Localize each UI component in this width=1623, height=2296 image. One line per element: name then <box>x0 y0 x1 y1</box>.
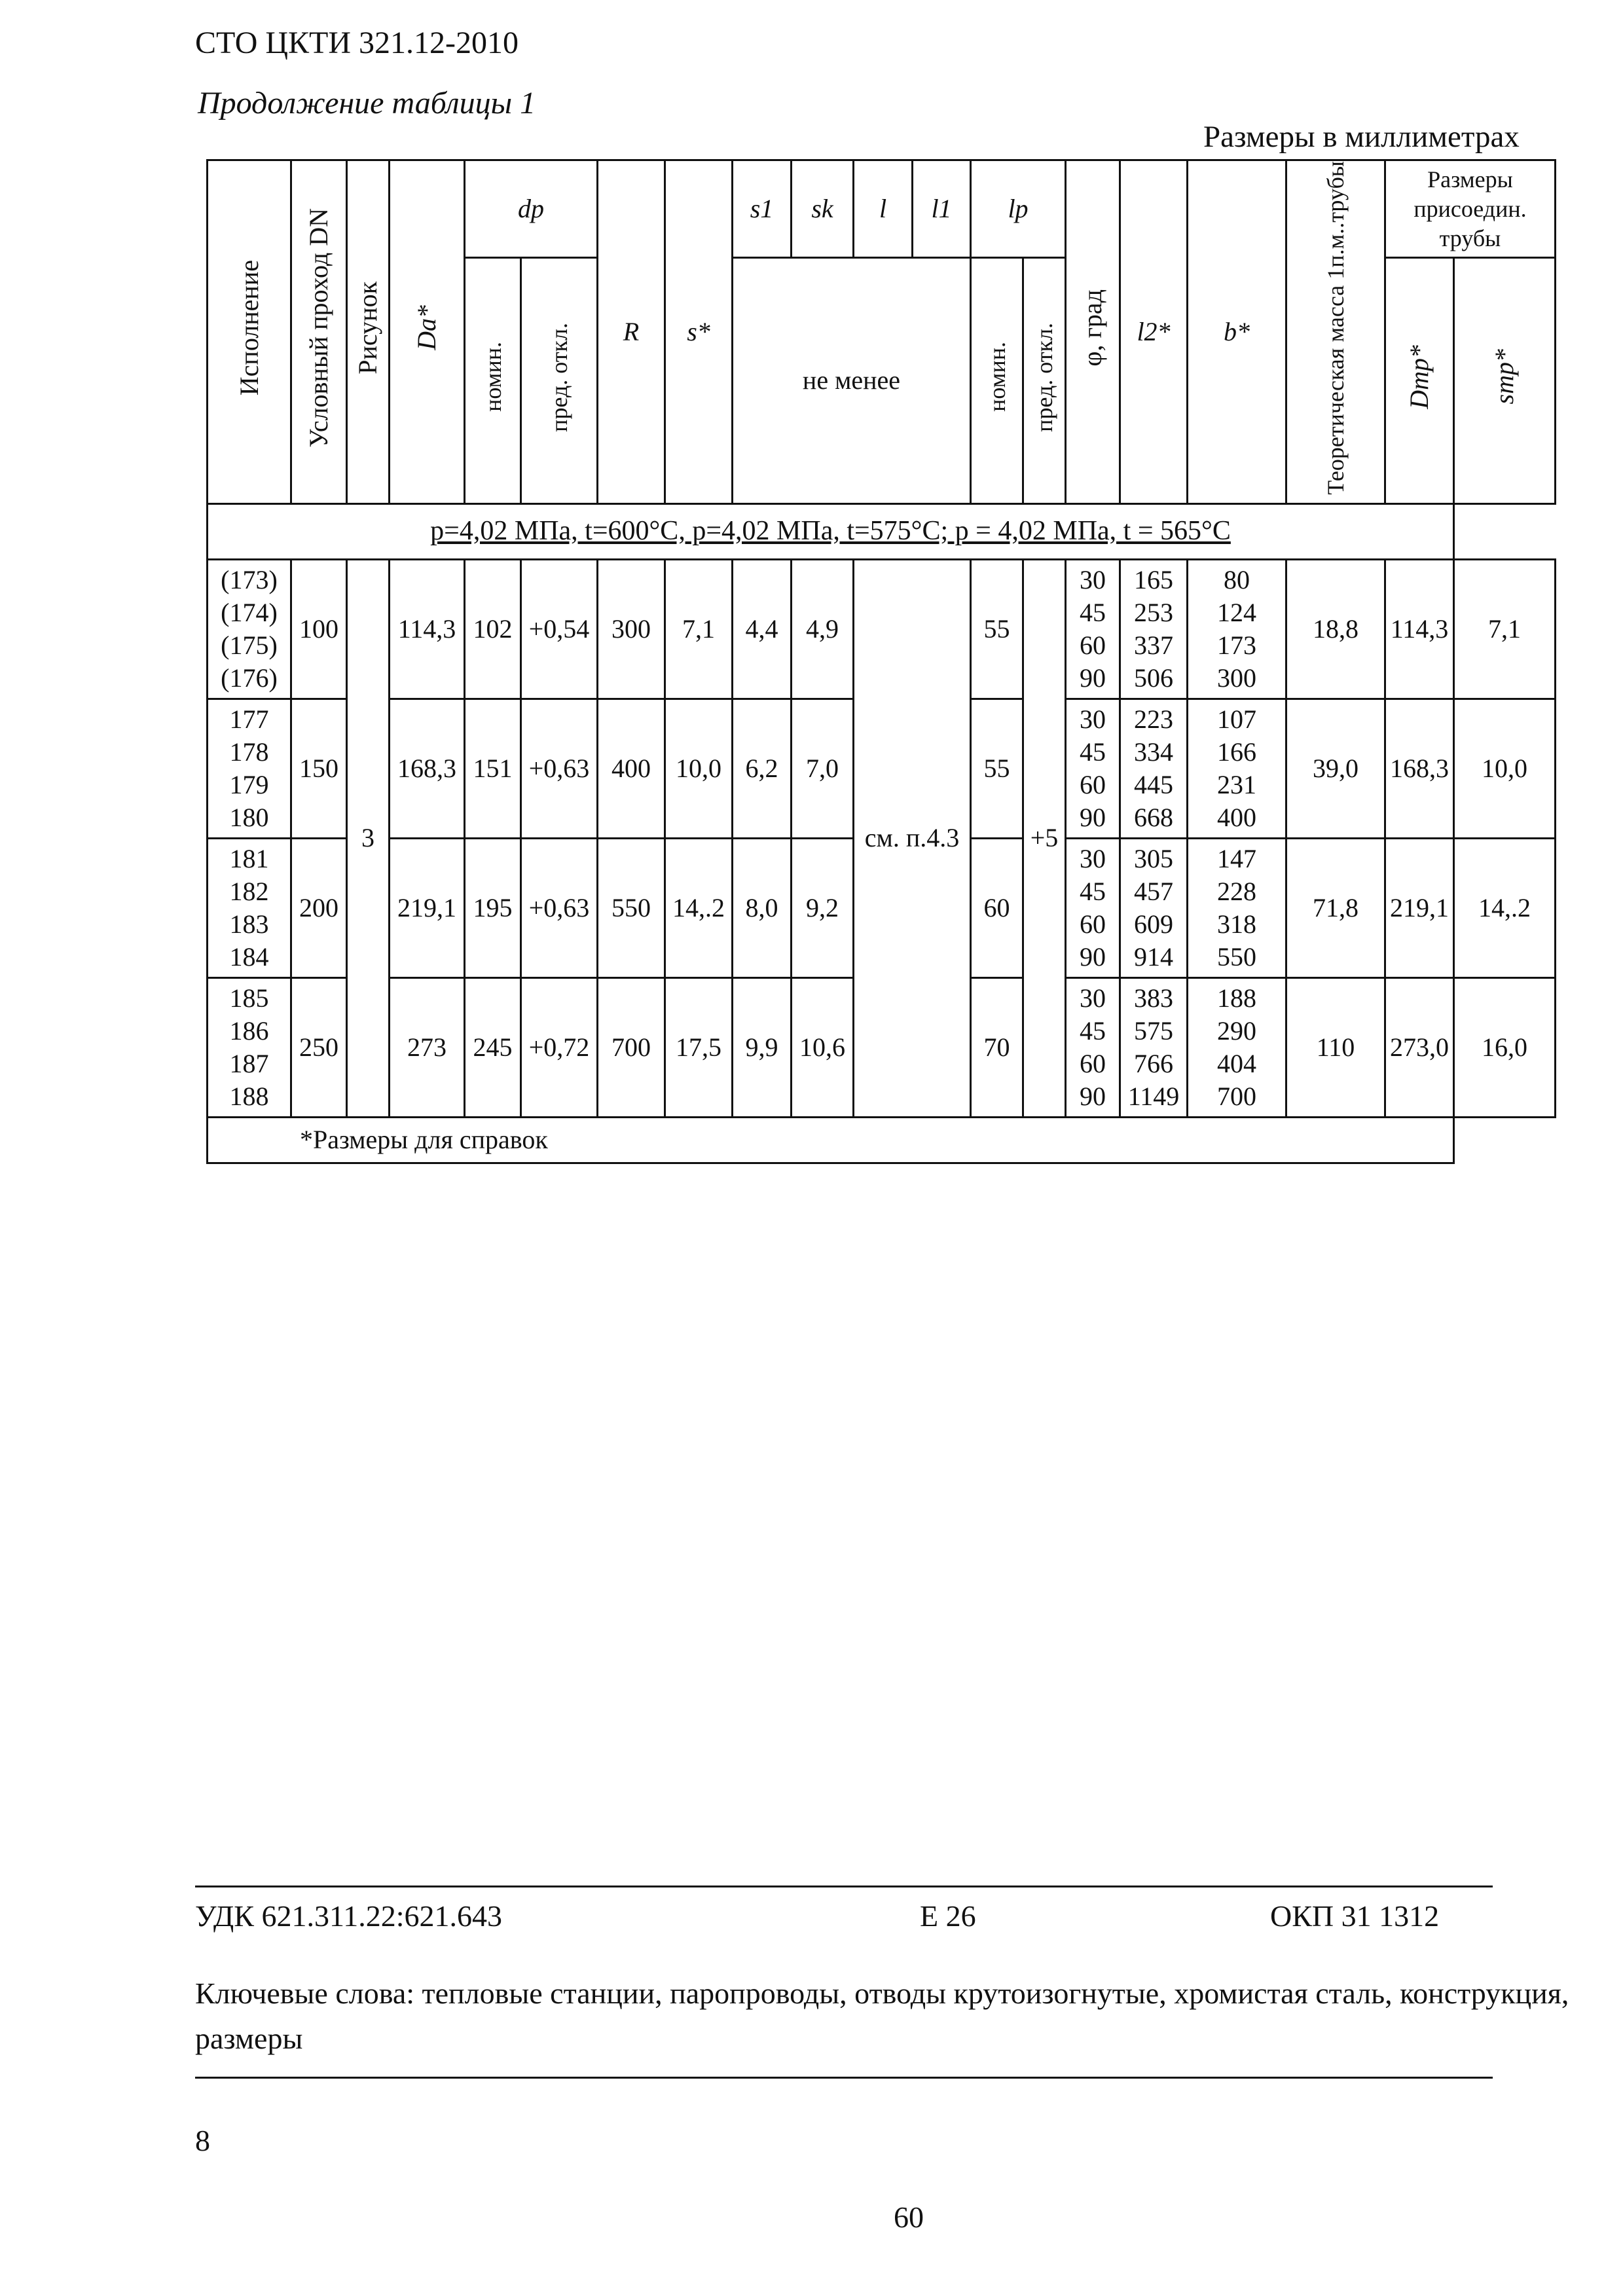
phi-cell: 30 45 60 90 <box>1066 838 1120 977</box>
footer-top-rule <box>195 1886 1493 1887</box>
header-ne-menee: не менее <box>733 258 971 504</box>
header-s1: s1 <box>733 160 792 258</box>
header-l2: l2* <box>1120 160 1188 504</box>
footer-bottom-rule <box>195 2077 1493 2079</box>
header-dp-otkl: пред. откл. <box>521 258 598 504</box>
s-cell: 7,1 <box>665 559 733 699</box>
lp-nom-cell: 55 <box>971 699 1023 838</box>
da-cell: 273 <box>390 977 465 1117</box>
header-lp-nom: номин. <box>971 258 1023 504</box>
da-cell: 219,1 <box>390 838 465 977</box>
variants-cell: 185 186 187 188 <box>208 977 291 1117</box>
l2-cell: 383 575 766 1149 <box>1120 977 1188 1117</box>
variants-cell: (173) (174) (175) (176) <box>208 559 291 699</box>
dp-nom-cell: 245 <box>465 977 521 1117</box>
risunok-cell: 3 <box>347 559 390 1117</box>
dp-nom-cell: 102 <box>465 559 521 699</box>
header-sk: sk <box>792 160 854 258</box>
page-number: 60 <box>894 2200 924 2234</box>
s1-cell: 9,9 <box>733 977 792 1117</box>
dp-nom-cell: 195 <box>465 838 521 977</box>
mass-cell: 110 <box>1286 977 1385 1117</box>
lp-otkl-cell: +5 <box>1023 559 1066 1117</box>
b-cell: 107 166 231 400 <box>1188 699 1286 838</box>
da-cell: 168,3 <box>390 699 465 838</box>
dp-nom-cell: 151 <box>465 699 521 838</box>
table-continuation-caption: Продолжение таблицы 1 <box>198 86 536 120</box>
b-cell: 147 228 318 550 <box>1188 838 1286 977</box>
s-cell: 14,.2 <box>665 838 733 977</box>
header-dtr: Dтр* <box>1385 258 1454 504</box>
l2-cell: 165 253 337 506 <box>1120 559 1188 699</box>
s1-cell: 6,2 <box>733 699 792 838</box>
lp-nom-cell: 70 <box>971 977 1023 1117</box>
classification-code: Е 26 <box>920 1899 976 1933</box>
r-cell: 550 <box>598 838 665 977</box>
dn-cell: 100 <box>291 559 347 699</box>
da-cell: 114,3 <box>390 559 465 699</box>
sk-cell: 7,0 <box>792 699 854 838</box>
udk-code: УДК 621.311.22:621.643 <box>195 1899 503 1933</box>
header-dn: Условный проход DN <box>291 160 347 504</box>
phi-cell: 30 45 60 90 <box>1066 699 1120 838</box>
document-code: СТО ЦКТИ 321.12-2010 <box>195 26 519 60</box>
header-s: s* <box>665 160 733 504</box>
r-cell: 300 <box>598 559 665 699</box>
r-cell: 700 <box>598 977 665 1117</box>
condition-row: p=4,02 МПа, t=600°С, p=4,02 МПа, t=575°С; p = 4,02 МПа, t = 565°С <box>208 503 1454 559</box>
variants-cell: 181 182 183 184 <box>208 838 291 977</box>
dp-otkl-cell: +0,63 <box>521 838 598 977</box>
b-cell: 80 124 173 300 <box>1188 559 1286 699</box>
str-cell: 10,0 <box>1454 699 1556 838</box>
l2-cell: 223 334 445 668 <box>1120 699 1188 838</box>
mass-cell: 39,0 <box>1286 699 1385 838</box>
str-cell: 7,1 <box>1454 559 1556 699</box>
l-l1-cell: см. п.4.3 <box>854 559 971 1117</box>
mass-cell: 18,8 <box>1286 559 1385 699</box>
document-page-number: 8 <box>195 2124 210 2157</box>
str-cell: 14,.2 <box>1454 838 1556 977</box>
variants-cell: 177 178 179 180 <box>208 699 291 838</box>
header-phi: φ, град <box>1066 160 1120 504</box>
header-dp: dp <box>465 160 598 258</box>
lp-nom-cell: 60 <box>971 838 1023 977</box>
okp-code: ОКП 31 1312 <box>1270 1899 1440 1933</box>
header-mass: Теоретическая масса 1п.м..трубы <box>1286 160 1385 504</box>
b-cell: 188 290 404 700 <box>1188 977 1286 1117</box>
dimensions-table <box>206 159 1556 1164</box>
header-b: b* <box>1188 160 1286 504</box>
sk-cell: 10,6 <box>792 977 854 1117</box>
header-r: R <box>598 160 665 504</box>
header-da: Da* <box>390 160 465 504</box>
mass-cell: 71,8 <box>1286 838 1385 977</box>
header-dp-nom: номин. <box>465 258 521 504</box>
dp-otkl-cell: +0,72 <box>521 977 598 1117</box>
dn-cell: 250 <box>291 977 347 1117</box>
sk-cell: 4,9 <box>792 559 854 699</box>
str-cell: 16,0 <box>1454 977 1556 1117</box>
units-caption: Размеры в миллиметрах <box>1203 120 1520 154</box>
header-lp: lp <box>971 160 1066 258</box>
phi-cell: 30 45 60 90 <box>1066 559 1120 699</box>
s-cell: 17,5 <box>665 977 733 1117</box>
sk-cell: 9,2 <box>792 838 854 977</box>
header-str: sтр* <box>1454 258 1556 504</box>
keywords-text: Ключевые слова: тепловые станции, паропроводы, отводы крутоизогнутые, хромистая сталь, конструкция, размеры <box>195 1977 1569 2055</box>
s1-cell: 8,0 <box>733 838 792 977</box>
dn-cell: 200 <box>291 838 347 977</box>
header-l: l <box>854 160 913 258</box>
s1-cell: 4,4 <box>733 559 792 699</box>
header-pipe-group: Размеры присоедин. трубы <box>1385 160 1556 258</box>
dp-otkl-cell: +0,63 <box>521 699 598 838</box>
header-lp-otkl: пред. откл. <box>1023 258 1066 504</box>
dp-otkl-cell: +0,54 <box>521 559 598 699</box>
dtr-cell: 219,1 <box>1385 838 1454 977</box>
dtr-cell: 114,3 <box>1385 559 1454 699</box>
dn-cell: 150 <box>291 699 347 838</box>
s-cell: 10,0 <box>665 699 733 838</box>
header-ispolnenie: Исполнение <box>208 160 291 504</box>
footnote-row: *Размеры для справок <box>208 1117 1454 1163</box>
l2-cell: 305 457 609 914 <box>1120 838 1188 977</box>
header-l1: l1 <box>913 160 971 258</box>
dtr-cell: 273,0 <box>1385 977 1454 1117</box>
r-cell: 400 <box>598 699 665 838</box>
lp-nom-cell: 55 <box>971 559 1023 699</box>
phi-cell: 30 45 60 90 <box>1066 977 1120 1117</box>
header-risunok: Рисунок <box>347 160 390 504</box>
dtr-cell: 168,3 <box>1385 699 1454 838</box>
table-row <box>208 559 1556 699</box>
